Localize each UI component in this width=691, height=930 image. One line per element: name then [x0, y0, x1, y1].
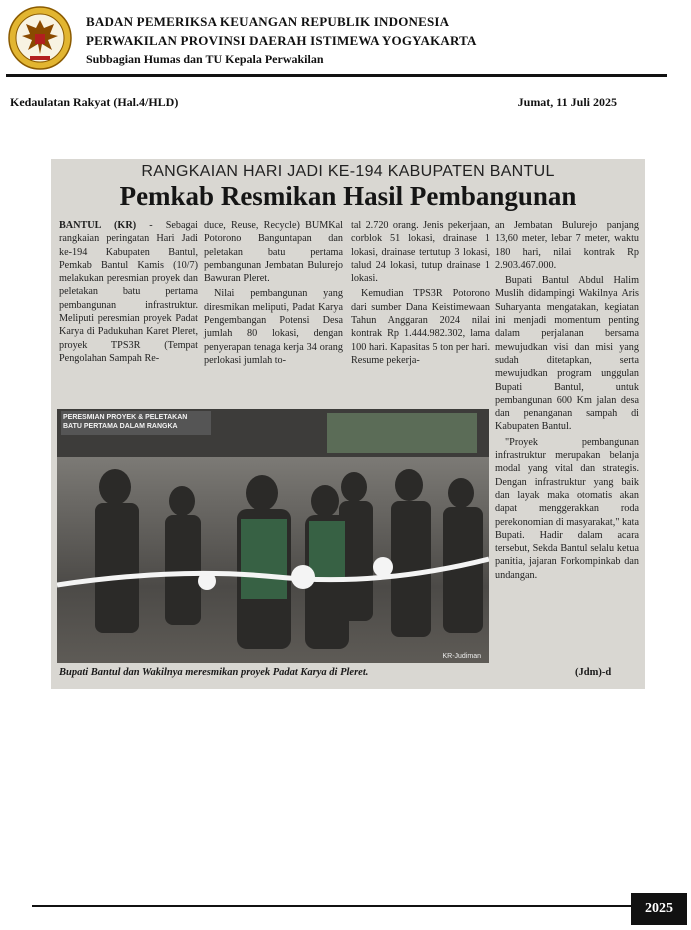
- garuda-emblem-icon: [8, 6, 72, 70]
- footer-divider: [32, 905, 631, 907]
- paragraph: Kemudian TPS3R Potorono dari sumber Dana Keistimewaan Tahun Anggaran 2024 nilai kontrak Rp 1.444.982.302, lama 100 hari. Kapasitas 5 ton per hari. Resume pekerja-: [351, 288, 490, 366]
- newspaper-clipping: [51, 159, 645, 689]
- paragraph: "Proyek pembangunan infrastruktur merupakan belanja modal yang vital dan strategis. Dengan infrastruktur yang baik dan layak maka otomatis akan dapat menggerakkan roda perekonomian di masyarakat," kata Bupati. Hadir dalam acara tersebut, Sekda Bantul selalu ketua panitia, jajaran Forkompinkab dan undangan.: [495, 436, 639, 581]
- paragraph: tal 2.720 orang. Jenis pekerjaan, corblok 51 lokasi, drainase 1 lokasi, drainase tertutup 3 lokasi, talud 24 lokasi, tutup drainase 1 lokasi.: [351, 220, 490, 285]
- article-column-4: [495, 219, 639, 584]
- dateline: BANTUL (KR): [59, 220, 137, 231]
- photo-credit: KR-Judiman: [442, 653, 481, 660]
- paragraph: duce, Reuse, Recycle) BUMKal Potorono Banguntapan dan peletakan batu pertama pembangunan Jembatan Bulurejo Bawuran Pleret.: [204, 220, 343, 285]
- article-kicker: RANGKAIAN HARI JADI KE-194 KABUPATEN BANTUL: [141, 163, 555, 180]
- header-divider: [6, 74, 667, 77]
- source-label: Kedaulatan Rakyat (Hal.4/HLD): [10, 95, 179, 109]
- ribbon-cutting-scene: [57, 409, 489, 663]
- org-name-line3: Subbagian Humas dan TU Kepala Perwakilan: [86, 52, 324, 66]
- photo-banner-line2: BATU PERTAMA DALAM RANGKA: [63, 423, 178, 430]
- article-headline: Pemkab Resmikan Hasil Pembangunan: [119, 181, 577, 211]
- photo-banner: [63, 413, 187, 431]
- photo-caption: Bupati Bantul dan Wakilnya meresmikan proyek Padat Karya di Pleret.: [59, 667, 369, 678]
- article-photo: [57, 409, 489, 663]
- year-badge: 2025: [631, 893, 687, 925]
- org-name-line2: PERWAKILAN PROVINSI DAERAH ISTIMEWA YOGYAKARTA: [86, 33, 477, 48]
- org-name-line1: BADAN PEMERIKSA KEUANGAN REPUBLIK INDONESIA: [86, 14, 450, 29]
- paragraph: Bupati Bantul Abdul Halim Muslih didampingi Wakilnya Aris Suharyanta mengatakan, kegiatan ini menjadi momentum penting dalam perjalanan bersama mewujudkan visi dan misi yang sudah ditetapkan, serta mewujudkan program unggulan Bupati Bantul, untuk pembangunan 600 Km jalan desa dan penanganan sampah di Kabupaten Bantul.: [495, 275, 639, 433]
- paragraph: Nilai pembangunan yang diresmikan meliputi, Padat Karya Pengembangan Potensi Desa jumlah 80 lokasi, dengan penyerapan tenaga kerja 34 orang perlokasi jumlah to-: [204, 288, 343, 366]
- photo-banner-line1: PERESMIAN PROYEK & PELETAKAN: [63, 414, 188, 421]
- date-label: Jumat, 11 Juli 2025: [517, 95, 617, 109]
- paragraph: an Jembatan Bulurejo panjang 13,60 meter, lebar 7 meter, waktu 180 hari, nilai kontrak Rp 2.903.467.000.: [495, 220, 639, 271]
- article-column-3: [351, 219, 490, 369]
- article-column-1: [59, 219, 198, 367]
- author-signature: (Jdm)-d: [575, 667, 612, 678]
- article-column-2: [204, 219, 343, 369]
- paragraph: - Sebagai rangkaian peringatan Hari Jadi ke-194 Kabupaten Bantul, Pemkab Bantul Kamis (10/7) melakukan peresmian proyek dan peletakan batu pertama pembangunan infrastruktur. Meliputi peresmian proyek Padat Karya di Padukuhan Karet Pleret, proyek TPS3R (Tempat Pengolahan Sampah Re-: [59, 220, 198, 364]
- org-header: [86, 12, 477, 68]
